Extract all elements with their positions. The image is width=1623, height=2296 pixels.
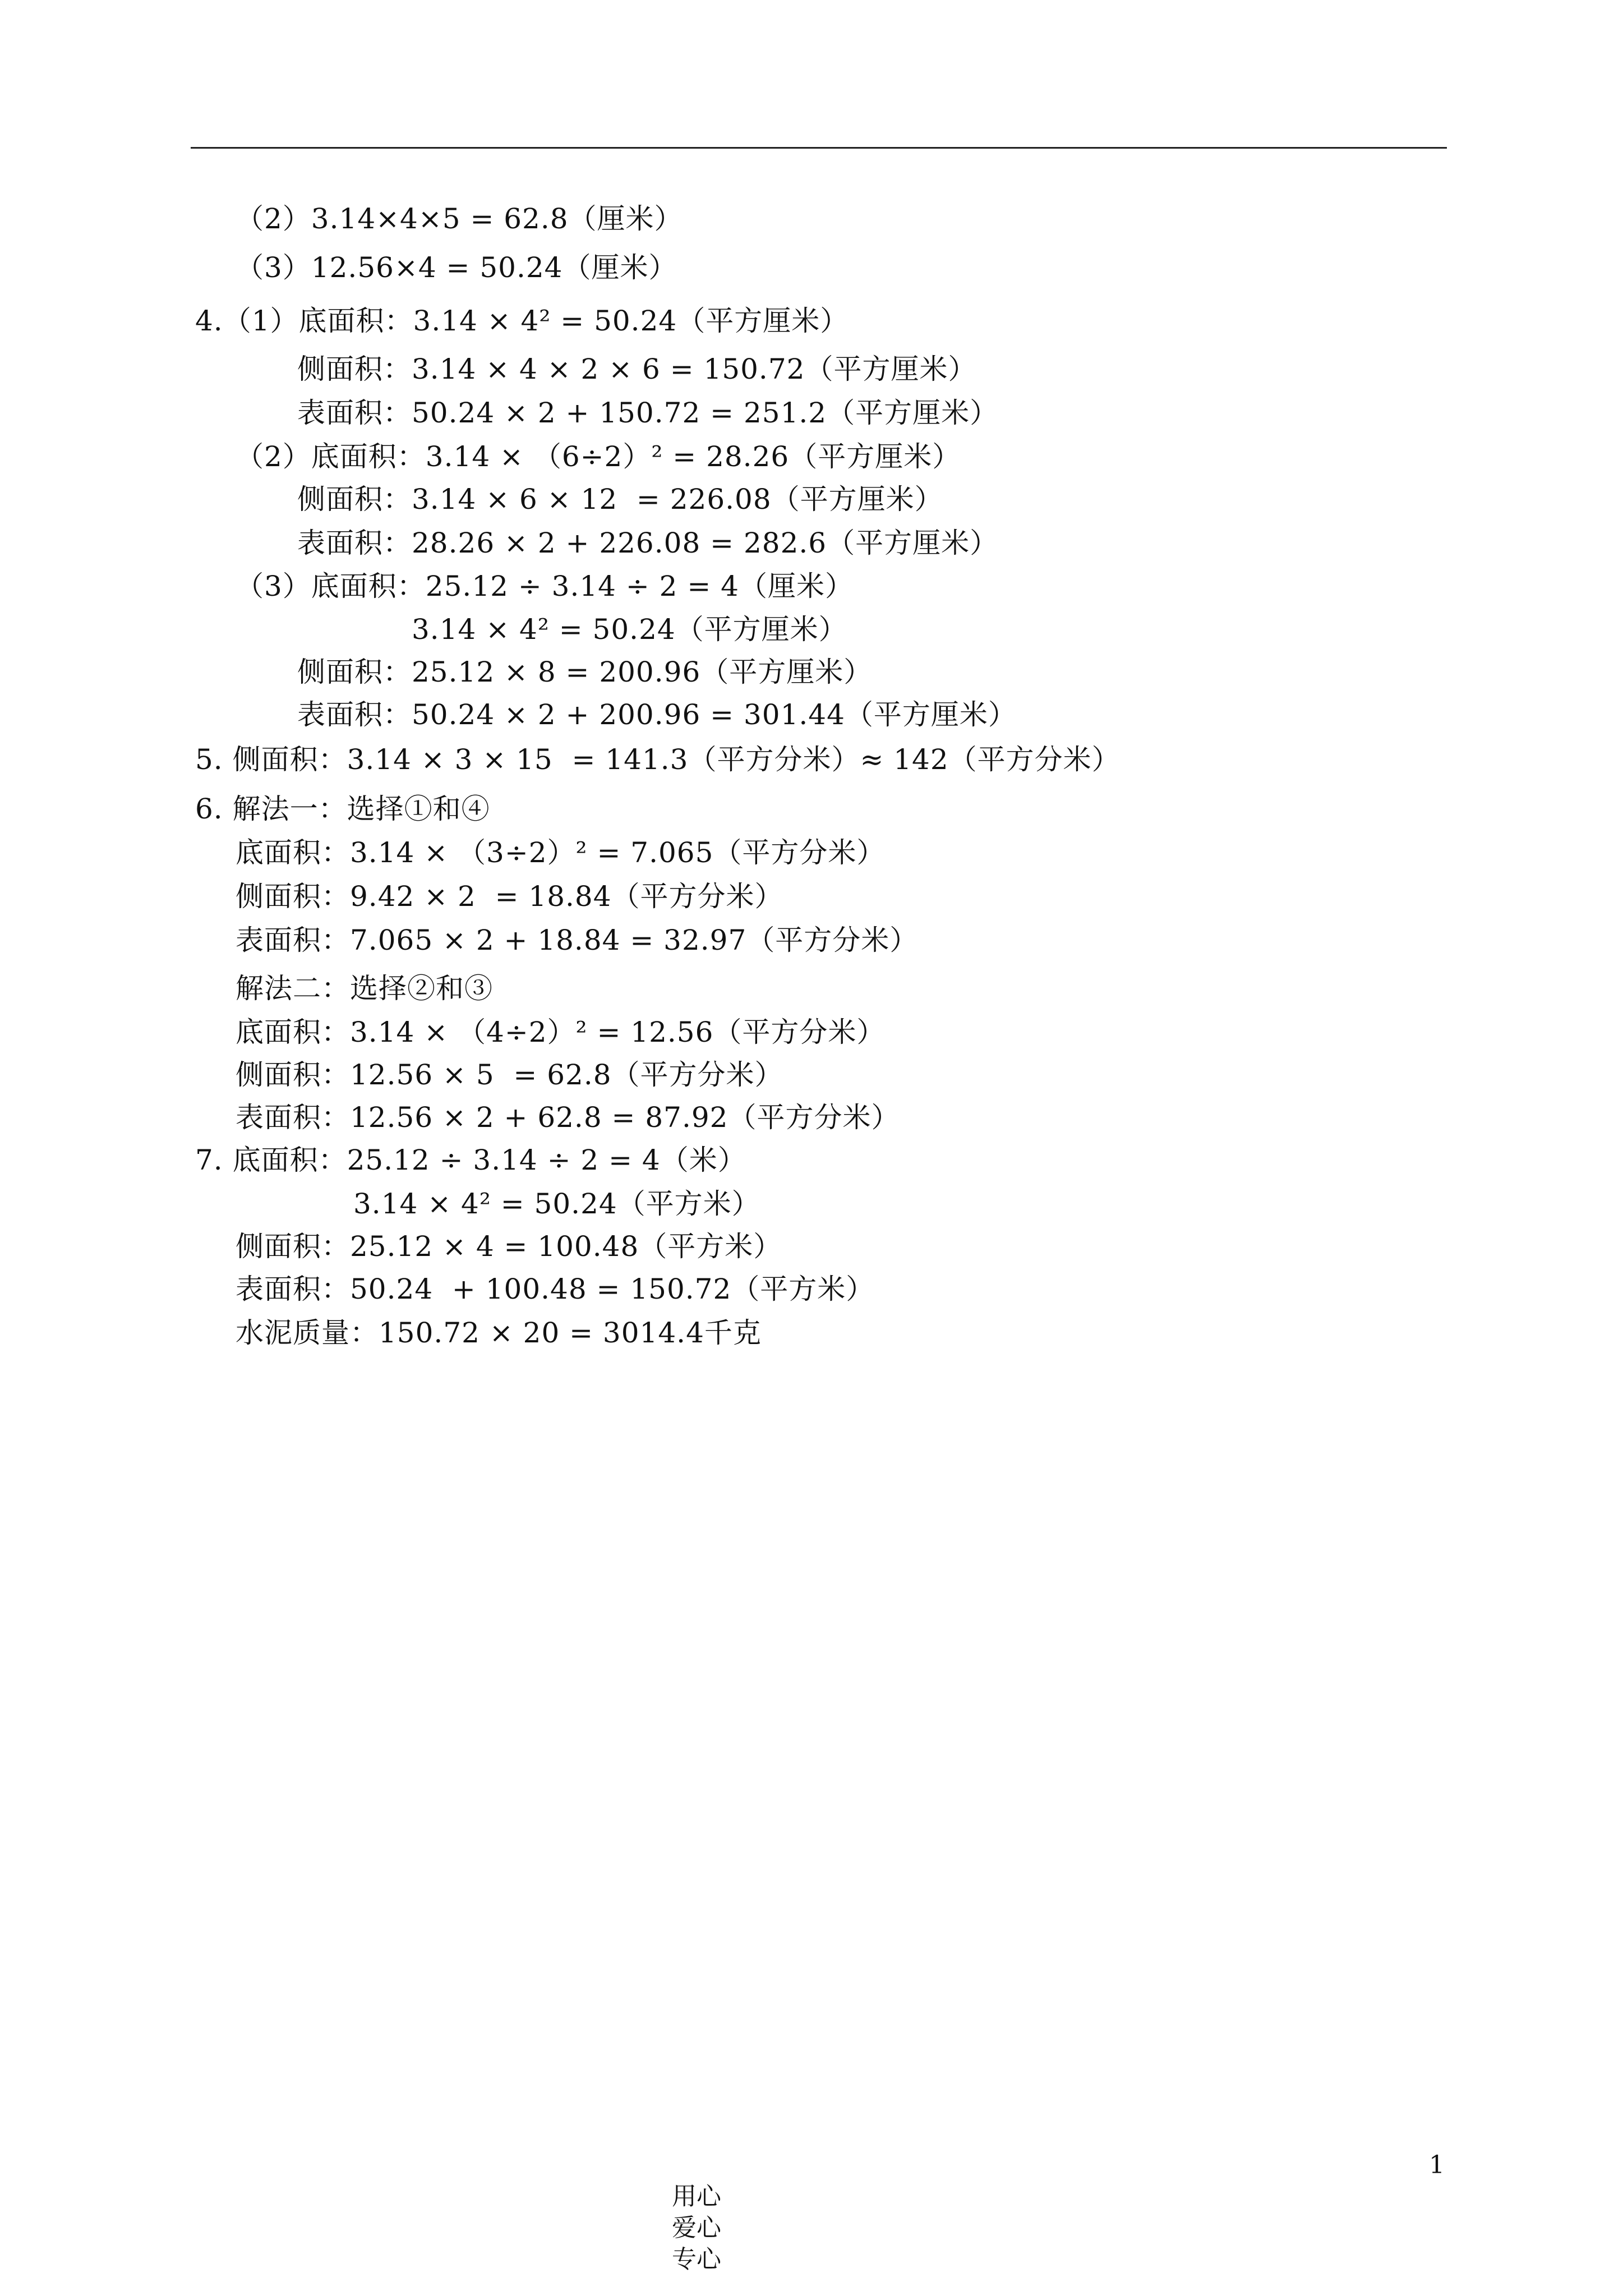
- answer-line: 底面积：3.14 × （3÷2）² = 7.065（平方分米）: [236, 836, 886, 869]
- answer-line: 侧面积：3.14 × 6 × 12 = 226.08（平方厘米）: [297, 483, 943, 516]
- answer-line: 表面积：7.065 × 2 + 18.84 = 32.97（平方分米）: [236, 924, 919, 956]
- answer-line: （3）12.56×4 = 50.24（厘米）: [236, 251, 677, 284]
- motto-word: 专心: [671, 2245, 721, 2274]
- answer-line: 水泥质量：150.72 × 20 = 3014.4千克: [236, 1317, 762, 1349]
- answer-line: 侧面积：25.12 × 8 = 200.96（平方厘米）: [297, 656, 873, 688]
- answer-line: 表面积：28.26 × 2 + 226.08 = 282.6（平方厘米）: [297, 527, 999, 559]
- answer-line: （2）3.14×4×5 = 62.8（厘米）: [236, 203, 683, 235]
- page-number: 1: [1429, 2151, 1445, 2179]
- answer-line: 解法二：选择②和③: [236, 972, 493, 1005]
- answer-line: 表面积：50.24 × 2 + 200.96 = 301.44（平方厘米）: [297, 698, 1017, 731]
- answer-line: 侧面积：12.56 × 5 = 62.8（平方分米）: [236, 1059, 783, 1091]
- footer-motto: [656, 2150, 789, 2275]
- answer-line: 表面积：50.24 + 100.48 = 150.72（平方米）: [236, 1273, 875, 1305]
- answer-line: （3）底面积：25.12 ÷ 3.14 ÷ 2 = 4（厘米）: [236, 570, 854, 602]
- motto-word: 用心: [671, 2182, 721, 2211]
- answer-line: 3.14 × 4² = 50.24（平方厘米）: [412, 613, 847, 646]
- answer-line: （2）底面积：3.14 × （6÷2）² = 28.26（平方厘米）: [236, 440, 961, 473]
- answer-line: 侧面积：9.42 × 2 = 18.84（平方分米）: [236, 880, 783, 913]
- answer-line: 3.14 × 4² = 50.24（平方米）: [353, 1188, 760, 1220]
- motto-word: 爱心: [671, 2214, 721, 2242]
- answer-line: 7. 底面积：25.12 ÷ 3.14 ÷ 2 = 4（米）: [195, 1144, 746, 1176]
- answer-line: 底面积：3.14 × （4÷2）² = 12.56（平方分米）: [236, 1016, 886, 1048]
- answer-line: 表面积：12.56 × 2 + 62.8 = 87.92（平方分米）: [236, 1101, 900, 1134]
- answer-line: 6. 解法一：选择①和④: [195, 793, 490, 825]
- answer-line: 4.（1）底面积：3.14 × 4² = 50.24（平方厘米）: [195, 305, 849, 337]
- answer-line: 侧面积：3.14 × 4 × 2 × 6 = 150.72（平方厘米）: [297, 353, 977, 385]
- answer-line: 5. 侧面积：3.14 × 3 × 15 = 141.3（平方分米）≈ 142（平方分米）: [195, 743, 1121, 776]
- answer-line: 表面积：50.24 × 2 + 150.72 = 251.2（平方厘米）: [297, 397, 999, 429]
- answer-line: 侧面积：25.12 × 4 = 100.48（平方米）: [236, 1230, 782, 1263]
